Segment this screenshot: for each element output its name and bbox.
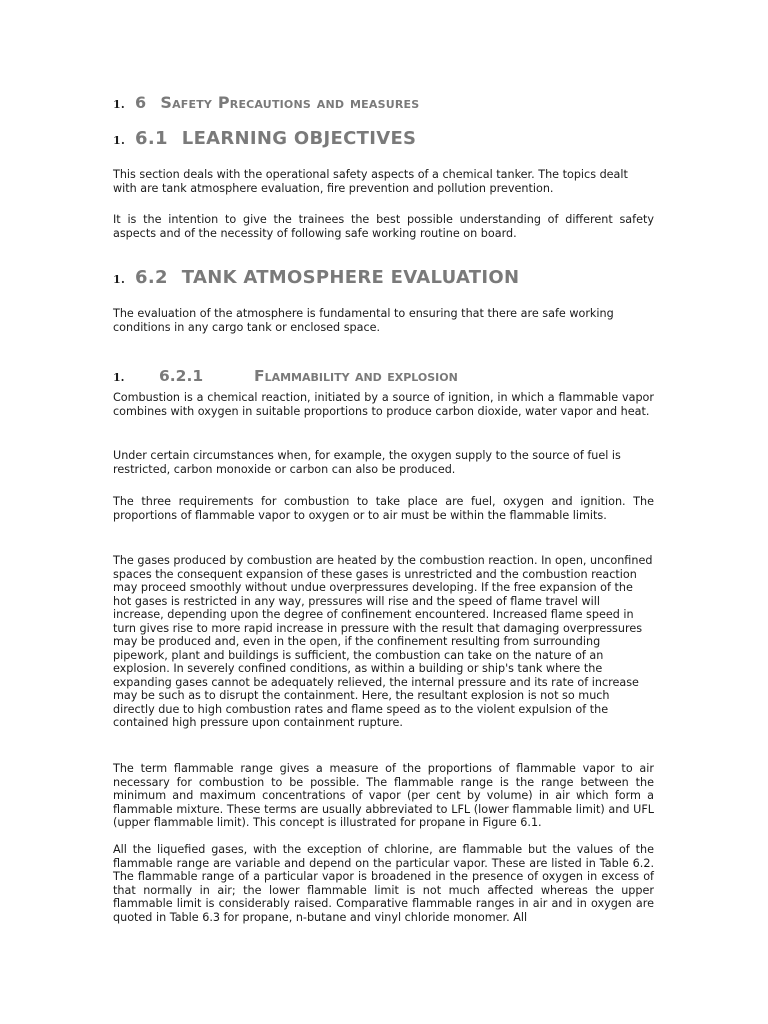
heading-6-1	[113, 128, 654, 149]
paragraph: Under certain circumstances when, for example, the oxygen supply to the source of fuel is restricted, carbon monoxide or carbon can also be produced.	[113, 449, 621, 476]
section-number: 6.2.1	[159, 367, 204, 385]
paragraph: It is the intention to give the trainees the best possible understanding of different safety aspects and of the necessity of following safe working routine on board.	[113, 213, 654, 240]
list-number: 1.	[113, 273, 126, 286]
list-number: 1.	[113, 371, 125, 384]
heading-6-2	[113, 267, 654, 288]
section-title: TANK ATMOSPHERE EVALUATION	[181, 267, 520, 288]
list-number: 1.	[113, 98, 125, 111]
paragraph: The term flammable range gives a measure of the proportions of flammable vapor to air necessary for combustion to be possible. The flammable range is the range between the minimum and maximum concentrations of vapor (per cent by volume) in air which form a flammable mixture. These terms are usually abbreviated to LFL (lower flammable limit) and UFL (upper flammable limit). This concept is illustrated for propane in Figure 6.1.	[113, 762, 654, 829]
paragraph: The gases produced by combustion are heated by the combustion reaction. In open, unconfined spaces the consequent expansion of these gases is unrestricted and the combustion reaction may proceed smoothly without undue overpressures developing. If the free expansion of the hot gases is restricted in any way, pressures will rise and the speed of flame travel will increase, depending upon the degree of confinement encountered. Increased flame speed in turn gives rise to more rapid increase in pressure with the result that damaging overpressures may be produced and, even in the open, if the confinement resulting from surrounding pipework, plant and buildings is sufficient, the combustion can take on the nature of an explosion. In severely confined conditions, as within a building or ship's tank where the expanding gases cannot be adequately relieved, the internal pressure and its rate of increase may be such as to disrupt the containment. Here, the resultant explosion is not so much directly due to high combustion rates and flame speed as to the violent expulsion of the contained high pressure upon containment rupture.	[113, 554, 653, 729]
paragraph: The three requirements for combustion to take place are fuel, oxygen and ignition. The proportions of flammable vapor to oxygen or to air must be within the flammable limits.	[113, 495, 654, 522]
heading-6-2-1	[113, 367, 654, 385]
paragraph: All the liquefied gases, with the exception of chlorine, are flammable but the values of the flammable range are variable and depend on the particular vapor. These are listed in Table 6.2. The flammable range of a particular vapor is broadened in the presence of oxygen in excess of that normally in air; the lower flammable limit is not much affected whereas the upper flammable limit is considerably raised. Comparative flammable ranges in air and in oxygen are quoted in Table 6.3 for propane, n-butane and vinyl chloride monomer. All	[113, 843, 654, 924]
paragraph: Combustion is a chemical reaction, initiated by a source of ignition, in which a flammable vapor combines with oxygen in suitable proportions to produce carbon dioxide, water vapor and heat.	[113, 391, 654, 418]
section-title: Flammability and explosion	[254, 367, 458, 385]
section-number: 6.1	[135, 128, 168, 149]
paragraph: This section deals with the operational safety aspects of a chemical tanker. The topics dealt with are tank atmosphere evaluation, fire prevention and pollution prevention.	[113, 168, 628, 195]
paragraph: The evaluation of the atmosphere is fundamental to ensuring that there are safe working conditions in any cargo tank or enclosed space.	[113, 307, 614, 334]
list-number: 1.	[113, 134, 126, 147]
heading-6	[113, 93, 654, 112]
section-number: 6	[135, 93, 147, 112]
section-title: LEARNING OBJECTIVES	[181, 128, 417, 149]
section-title: Safety Precautions and measures	[160, 93, 420, 112]
section-number: 6.2	[135, 267, 168, 288]
